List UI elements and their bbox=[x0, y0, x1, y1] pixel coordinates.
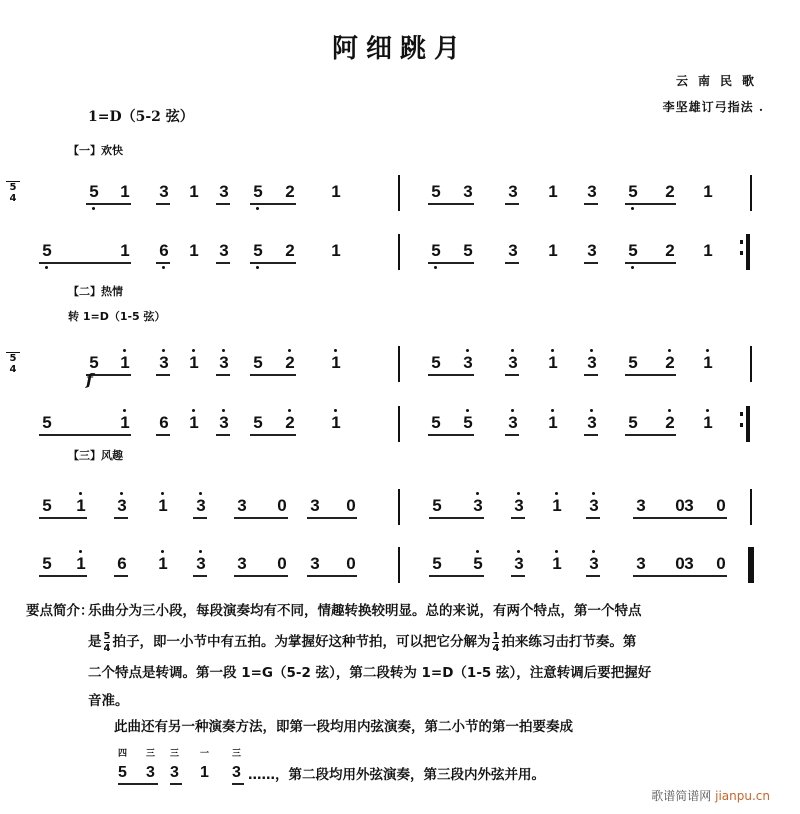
note: 3 bbox=[684, 554, 694, 573]
note: 5 bbox=[470, 555, 486, 572]
note: 5 bbox=[431, 182, 441, 201]
ts-num: 5 bbox=[6, 181, 20, 193]
note: 0 bbox=[675, 496, 685, 515]
beam-underline bbox=[505, 203, 519, 205]
barline bbox=[750, 346, 752, 382]
low-octave-dot bbox=[162, 266, 165, 269]
fraction-1-4: $\frac{1}{4}$ bbox=[492, 630, 500, 654]
beam-underline bbox=[625, 434, 676, 436]
repeat-dots bbox=[740, 240, 743, 262]
note: 1 bbox=[328, 414, 344, 431]
low-octave-dot bbox=[256, 207, 259, 210]
beam-underline bbox=[216, 203, 230, 205]
beam-underline bbox=[156, 374, 170, 376]
low-octave-dot bbox=[631, 207, 634, 210]
beam-underline bbox=[170, 783, 182, 785]
note: 5 bbox=[253, 353, 263, 372]
high-octave-dot bbox=[511, 349, 514, 352]
high-octave-dot bbox=[288, 409, 291, 412]
note: 1 bbox=[155, 497, 171, 514]
low-octave-dot bbox=[92, 207, 95, 210]
low-octave-dot bbox=[256, 266, 259, 269]
beam-underline bbox=[429, 517, 484, 519]
beam-underline bbox=[86, 203, 131, 205]
section-label-3: 【三】风趣 bbox=[68, 449, 123, 462]
note: 2 bbox=[285, 241, 295, 260]
note: 1 bbox=[703, 241, 713, 260]
note: 3 bbox=[156, 354, 172, 371]
note: 5 bbox=[460, 414, 476, 431]
note: 1 bbox=[117, 354, 133, 371]
high-octave-dot bbox=[551, 349, 554, 352]
note: 1 bbox=[331, 241, 341, 260]
beam-underline bbox=[428, 203, 474, 205]
note: 1 bbox=[186, 414, 202, 431]
beam-underline bbox=[625, 203, 676, 205]
section-label-2: 【二】热情 bbox=[68, 285, 123, 298]
high-octave-dot bbox=[199, 492, 202, 495]
high-octave-dot bbox=[517, 492, 520, 495]
high-octave-dot bbox=[668, 409, 671, 412]
ts-den: 4 bbox=[9, 364, 17, 375]
note: 1 bbox=[703, 182, 713, 201]
note: 0 bbox=[716, 496, 726, 515]
note: 3 bbox=[587, 182, 597, 201]
notes-label: 要点简介： bbox=[26, 603, 94, 619]
note: 1 bbox=[331, 182, 341, 201]
beam-underline bbox=[633, 517, 686, 519]
note: 3 bbox=[511, 555, 527, 572]
note: 3 bbox=[237, 554, 247, 573]
note: 3 bbox=[511, 497, 527, 514]
note: 1 bbox=[700, 414, 716, 431]
beam-underline bbox=[586, 575, 600, 577]
note: 3 bbox=[587, 241, 597, 260]
beam-underline bbox=[250, 262, 296, 264]
note: 3 bbox=[505, 354, 521, 371]
notes-line-5: 此曲还有另一种演奏方法，即第一段均用内弦演奏，第二小节的第一拍要奏成 bbox=[114, 719, 573, 735]
beam-underline bbox=[216, 374, 230, 376]
note: 0 bbox=[716, 554, 726, 573]
arranger-credit: 李坚雄订弓指法 . bbox=[662, 100, 764, 114]
note: 5 bbox=[42, 413, 52, 432]
barline bbox=[750, 489, 752, 525]
high-octave-dot bbox=[517, 550, 520, 553]
note: 1 bbox=[155, 555, 171, 572]
high-octave-dot bbox=[161, 550, 164, 553]
note: 3 bbox=[219, 182, 229, 201]
beam-underline bbox=[156, 203, 170, 205]
ts-num: 5 bbox=[6, 352, 20, 364]
high-octave-dot bbox=[592, 492, 595, 495]
beam-underline bbox=[428, 262, 474, 264]
barline bbox=[752, 547, 754, 583]
note: 2 bbox=[282, 354, 298, 371]
note: 3 bbox=[310, 496, 320, 515]
beam-underline bbox=[307, 575, 357, 577]
high-octave-dot bbox=[555, 550, 558, 553]
high-octave-dot bbox=[192, 349, 195, 352]
beam-underline bbox=[156, 434, 170, 436]
note: 2 bbox=[662, 414, 678, 431]
note: 5 bbox=[431, 353, 441, 372]
note: 5 bbox=[86, 183, 102, 200]
origin-credit: 云南民歌 bbox=[675, 74, 764, 88]
note: 1 bbox=[120, 241, 130, 260]
note: 2 bbox=[665, 241, 675, 260]
beam-underline bbox=[586, 517, 600, 519]
beam-underline bbox=[193, 575, 207, 577]
note: 3 bbox=[636, 554, 646, 573]
note: 0 bbox=[346, 496, 356, 515]
note: 1 bbox=[548, 241, 558, 260]
beam-underline bbox=[39, 575, 87, 577]
note: 1 bbox=[120, 182, 130, 201]
beam-underline bbox=[216, 262, 230, 264]
high-octave-dot bbox=[222, 349, 225, 352]
note: 0 bbox=[277, 554, 287, 573]
notes-line-4: 音准。 bbox=[88, 693, 129, 709]
note: 5 bbox=[42, 496, 52, 515]
finger-mark: 三 bbox=[170, 749, 180, 759]
beam-underline bbox=[511, 575, 525, 577]
time-signature bbox=[6, 181, 20, 204]
note: 3 bbox=[505, 414, 521, 431]
inline-note: 3 bbox=[170, 764, 179, 781]
high-octave-dot bbox=[590, 409, 593, 412]
note: 3 bbox=[586, 555, 602, 572]
watermark-url: jianpu.cn bbox=[715, 789, 770, 803]
note: 5 bbox=[89, 353, 99, 372]
note: 1 bbox=[549, 497, 565, 514]
high-octave-dot bbox=[706, 409, 709, 412]
high-octave-dot bbox=[222, 409, 225, 412]
beam-underline bbox=[428, 434, 474, 436]
beam-underline bbox=[114, 575, 128, 577]
note: 3 bbox=[219, 241, 229, 260]
note: 1 bbox=[73, 555, 89, 572]
beam-underline bbox=[156, 262, 170, 264]
note: 0 bbox=[277, 496, 287, 515]
fraction-5-4: $\frac{5}{4}$ bbox=[103, 630, 111, 654]
beam-underline bbox=[114, 517, 128, 519]
low-octave-dot bbox=[45, 266, 48, 269]
note: 1 bbox=[549, 555, 565, 572]
note: 5 bbox=[253, 413, 263, 432]
note: 5 bbox=[463, 241, 473, 260]
note: 6 bbox=[117, 554, 127, 573]
text: 拍子，即一小节中有五拍。为掌握好这种节拍，可以把它分解为 bbox=[112, 634, 491, 650]
note: 3 bbox=[460, 354, 476, 371]
note: 6 bbox=[156, 242, 172, 259]
barline bbox=[398, 406, 400, 442]
high-octave-dot bbox=[466, 409, 469, 412]
barline bbox=[398, 175, 400, 211]
note: 3 bbox=[193, 555, 209, 572]
note: 3 bbox=[508, 241, 518, 260]
note: 2 bbox=[285, 182, 295, 201]
dynamic-forte: f bbox=[86, 370, 93, 389]
high-octave-dot bbox=[334, 409, 337, 412]
beam-underline bbox=[307, 517, 357, 519]
beam-underline bbox=[505, 262, 519, 264]
barline bbox=[398, 489, 400, 525]
barline bbox=[398, 346, 400, 382]
beam-underline bbox=[250, 203, 296, 205]
note: 3 bbox=[310, 554, 320, 573]
beam-underline bbox=[584, 374, 598, 376]
low-octave-dot bbox=[631, 266, 634, 269]
beam-underline bbox=[39, 262, 131, 264]
beam-underline bbox=[429, 575, 484, 577]
note: 5 bbox=[432, 554, 442, 573]
beam-underline bbox=[584, 434, 598, 436]
high-octave-dot bbox=[79, 550, 82, 553]
inline-note: 5 bbox=[118, 764, 127, 781]
note: 1 bbox=[186, 354, 202, 371]
barline bbox=[750, 175, 752, 211]
note: 3 bbox=[463, 182, 473, 201]
note: 3 bbox=[636, 496, 646, 515]
modulation-label: 转 1=D（1-5 弦） bbox=[68, 310, 166, 323]
beam-underline bbox=[584, 203, 598, 205]
note: 1 bbox=[189, 241, 199, 260]
high-octave-dot bbox=[199, 550, 202, 553]
high-octave-dot bbox=[511, 409, 514, 412]
note: 3 bbox=[216, 414, 232, 431]
high-octave-dot bbox=[120, 492, 123, 495]
high-octave-dot bbox=[466, 349, 469, 352]
inline-note: 3 bbox=[146, 764, 155, 781]
note: 3 bbox=[684, 496, 694, 515]
beam-underline bbox=[39, 517, 87, 519]
inline-note: 3 bbox=[232, 764, 241, 781]
note: 1 bbox=[73, 497, 89, 514]
note: 6 bbox=[159, 413, 169, 432]
finger-mark: 一 bbox=[200, 749, 210, 759]
note: 2 bbox=[665, 182, 675, 201]
barline bbox=[398, 234, 400, 270]
high-octave-dot bbox=[668, 349, 671, 352]
beam-underline bbox=[216, 434, 230, 436]
high-octave-dot bbox=[551, 409, 554, 412]
notes-line-6: ……，第二段均用外弦演奏，第三段内外弦并用。 bbox=[248, 767, 545, 783]
note: 5 bbox=[250, 242, 266, 259]
final-barline bbox=[746, 234, 750, 270]
note: 5 bbox=[625, 242, 641, 259]
beam-underline bbox=[193, 517, 207, 519]
text: 是 bbox=[88, 634, 102, 650]
beam-underline bbox=[633, 575, 686, 577]
note: 1 bbox=[189, 182, 199, 201]
note: 1 bbox=[328, 354, 344, 371]
note: 0 bbox=[675, 554, 685, 573]
text: 拍来练习击打节奏。第 bbox=[501, 634, 637, 650]
note: 3 bbox=[193, 497, 209, 514]
beam-underline bbox=[428, 374, 474, 376]
note: 3 bbox=[584, 354, 600, 371]
note: 3 bbox=[584, 414, 600, 431]
note: 3 bbox=[586, 497, 602, 514]
note: 5 bbox=[628, 353, 638, 372]
note: 5 bbox=[42, 554, 52, 573]
note: 5 bbox=[628, 413, 638, 432]
ts-den: 4 bbox=[9, 193, 17, 204]
watermark-site: 歌谱简谱网 bbox=[651, 789, 712, 803]
note: 1 bbox=[117, 414, 133, 431]
notes-line-2 bbox=[88, 627, 636, 657]
beam-underline bbox=[505, 434, 519, 436]
high-octave-dot bbox=[123, 409, 126, 412]
beam-underline bbox=[39, 434, 131, 436]
repeat-dots bbox=[740, 412, 743, 434]
note: 3 bbox=[114, 497, 130, 514]
inline-note: 1 bbox=[200, 764, 209, 781]
beam-underline bbox=[234, 575, 288, 577]
finger-mark: 四 bbox=[118, 749, 128, 759]
song-title: 阿细跳月 bbox=[331, 34, 468, 64]
note: 1 bbox=[548, 182, 558, 201]
beam-underline bbox=[681, 517, 727, 519]
high-octave-dot bbox=[288, 349, 291, 352]
note: 3 bbox=[237, 496, 247, 515]
beam-underline bbox=[250, 434, 296, 436]
note: 0 bbox=[346, 554, 356, 573]
high-octave-dot bbox=[192, 409, 195, 412]
note: 3 bbox=[470, 497, 486, 514]
beam-underline bbox=[505, 374, 519, 376]
note: 5 bbox=[431, 413, 441, 432]
note: 3 bbox=[159, 182, 169, 201]
notes-line-3: 二个特点是转调。第一段 1=G（5-2 弦），第二段转为 1=D（1-5 弦），注意转调后要把握好 bbox=[88, 665, 652, 681]
note: 1 bbox=[545, 414, 561, 431]
beam-underline bbox=[250, 374, 296, 376]
finger-mark: 三 bbox=[232, 749, 242, 759]
beam-underline bbox=[625, 374, 676, 376]
notes-line-1: 乐曲分为三小段，每段演奏均有不同，情趣转换较明显。总的来说，有两个特点，第一个特点 bbox=[88, 603, 642, 619]
barline bbox=[398, 547, 400, 583]
high-octave-dot bbox=[706, 349, 709, 352]
high-octave-dot bbox=[162, 349, 165, 352]
high-octave-dot bbox=[79, 492, 82, 495]
time-signature bbox=[6, 352, 20, 375]
note: 5 bbox=[432, 496, 442, 515]
high-octave-dot bbox=[590, 349, 593, 352]
high-octave-dot bbox=[334, 349, 337, 352]
watermark bbox=[651, 787, 770, 804]
beam-underline bbox=[511, 517, 525, 519]
high-octave-dot bbox=[555, 492, 558, 495]
high-octave-dot bbox=[161, 492, 164, 495]
high-octave-dot bbox=[592, 550, 595, 553]
note: 5 bbox=[250, 183, 266, 200]
high-octave-dot bbox=[476, 550, 479, 553]
beam-underline bbox=[118, 783, 158, 785]
high-octave-dot bbox=[123, 349, 126, 352]
note: 3 bbox=[508, 182, 518, 201]
final-barline bbox=[746, 406, 750, 442]
section-label-1: 【一】欢快 bbox=[68, 144, 123, 157]
beam-underline bbox=[584, 262, 598, 264]
beam-underline bbox=[625, 262, 676, 264]
low-octave-dot bbox=[434, 266, 437, 269]
note: 2 bbox=[662, 354, 678, 371]
note: 1 bbox=[700, 354, 716, 371]
note: 1 bbox=[545, 354, 561, 371]
note: 5 bbox=[428, 242, 444, 259]
beam-underline bbox=[681, 575, 727, 577]
finger-mark: 三 bbox=[146, 749, 156, 759]
key-signature: 1=D（5-2 弦） bbox=[88, 109, 194, 125]
note: 5 bbox=[39, 242, 55, 259]
note: 5 bbox=[625, 183, 641, 200]
note: 2 bbox=[282, 414, 298, 431]
high-octave-dot bbox=[476, 492, 479, 495]
note: 3 bbox=[216, 354, 232, 371]
beam-underline bbox=[234, 517, 288, 519]
beam-underline bbox=[232, 783, 244, 785]
